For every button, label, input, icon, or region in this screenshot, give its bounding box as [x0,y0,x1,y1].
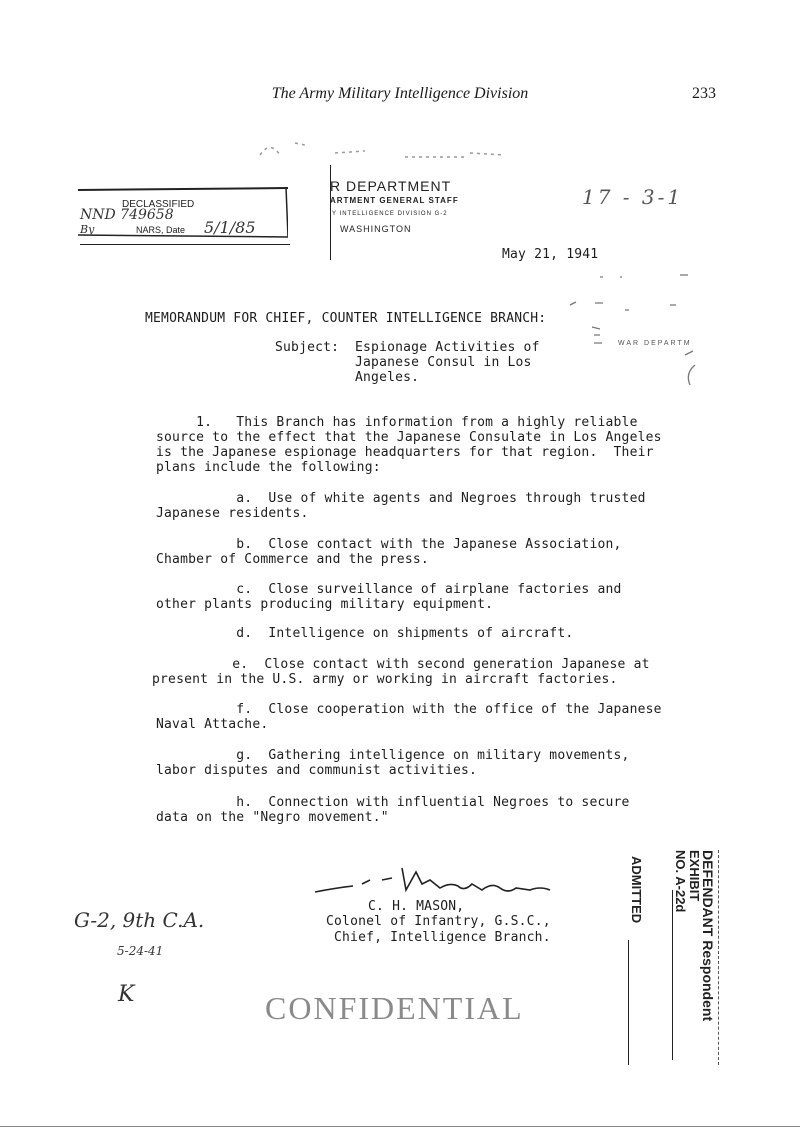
letterhead-washington: WASHINGTON [340,224,412,234]
letterhead-general-staff: ARTMENT GENERAL STAFF [330,196,459,205]
signature-name: C. H. MASON, [368,899,465,914]
list-item-d [156,626,656,641]
handwritten-note-3: K [118,982,135,1007]
subject-line-1: Espionage Activities of [355,340,540,355]
war-department-mark: WAR DEPARTM [618,340,692,347]
exhibit-number: NO. A-22d [673,850,688,913]
item-line: b. Close contact with the Japanese Association, [156,537,622,552]
item-line: c. Close surveillance of airplane factories and [156,582,622,597]
exhibit-defendant: DEFENDANT Respondent [700,850,716,1022]
paragraph-1-line: is the Japanese espionage headquarters for that region. Their [156,445,654,460]
file-number: 17 - 3-1 [582,185,684,209]
subject-line-3: Angeles. [355,370,420,385]
letterhead-division: Y INTELLIGENCE DIVISION G-2 [332,211,448,217]
exhibit-stamp [620,850,720,1070]
item-line: a. Use of white agents and Negroes through trusted [156,491,646,506]
item-line: d. Intelligence on shipments of aircraft. [156,626,574,641]
faint-marks-top [255,135,535,165]
item-line: Chamber of Commerce and the press. [156,552,429,567]
item-line: Naval Attache. [156,717,269,732]
item-line: Japanese residents. [156,506,309,521]
faint-marks-right [560,265,710,390]
item-line: present in the U.S. army or working in aircraft factories. [152,672,618,687]
list-item-f [156,702,662,732]
declassified-authority: NND 749658 [80,207,174,223]
subject-line-2: Japanese Consul in Los [355,355,532,370]
list-item-c [156,582,656,612]
exhibit-label: EXHIBIT [687,850,702,902]
signature-title-2: Chief, Intelligence Branch. [334,930,551,945]
item-line: h. Connection with influential Negroes to secure [156,795,630,810]
paragraph-1-line: 1. This Branch has information from a highly reliable [156,415,638,430]
item-line: data on the "Negro movement." [156,810,389,825]
subject-label: Subject: [275,340,340,355]
signature-scrawl [310,860,590,900]
declassified-label: DECLASSIFIED [122,199,195,210]
exhibit-border [718,850,719,1065]
letterhead-department: R DEPARTMENT [330,178,452,194]
list-item-e [152,657,652,687]
handwritten-note-1: G-2, 9th C.A. [74,908,205,932]
nars-date-label: NARS, Date [136,225,186,235]
paragraph-1-line: source to the effect that the Japanese Consulate in Los Angeles [156,430,662,445]
stamp-underline [80,244,290,245]
paragraph-1-line: plans include the following: [156,460,381,475]
list-item-h [156,795,656,825]
signature-title-1: Colonel of Infantry, G.S.C., [326,914,551,929]
item-line: other plants producing military equipment. [156,597,494,612]
list-item-g [156,748,656,778]
exhibit-admitted-line [628,940,629,1065]
item-line: labor disputes and communist activities. [156,763,478,778]
exhibit-admitted: ADMITTED [629,856,644,924]
declassified-by: By [80,223,95,236]
memo-heading: MEMORANDUM FOR CHIEF, COUNTER INTELLIGENCE BRANCH: [145,311,547,326]
running-header-title: The Army Military Intelligence Division [271,85,529,102]
memo-date: May 21, 1941 [502,247,599,262]
paragraph-1 [156,415,662,475]
list-item-b [156,537,656,567]
confidential-stamp: CONFIDENTIAL [265,990,524,1026]
exhibit-number-line [672,890,673,1060]
page-number: 233 [692,85,716,102]
handwritten-note-2: 5-24-41 [117,944,164,958]
item-line: g. Gathering intelligence on military movements, [156,748,630,763]
item-line: e. Close contact with second generation Japanese at [152,657,650,672]
page-bottom-edge [0,1126,800,1127]
declassified-date: 5/1/85 [204,218,256,237]
declassified-stamp [78,185,288,240]
list-item-a [156,491,656,521]
item-line: f. Close cooperation with the office of the Japanese [156,702,662,717]
